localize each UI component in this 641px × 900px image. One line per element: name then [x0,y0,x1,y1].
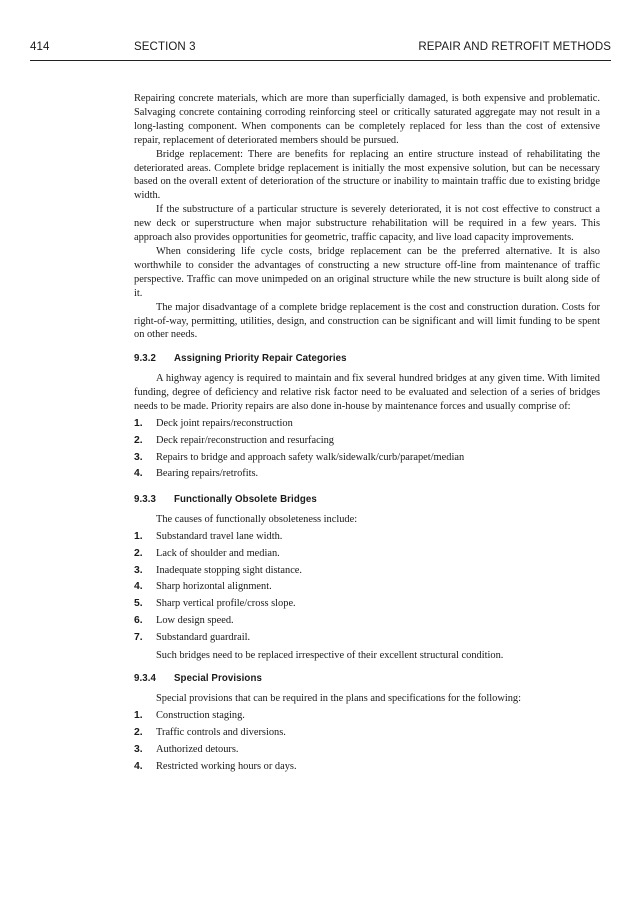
list-text: Authorized detours. [156,743,239,755]
section-heading [134,672,600,686]
list-text: Deck joint repairs/reconstruction [156,417,293,429]
section-intro: Special provisions that can be required in the plans and specifications for the following: [156,693,522,705]
list-text: Substandard guardrail. [156,631,251,643]
list-text: Sharp vertical profile/cross slope. [156,598,296,610]
list-item [134,708,600,725]
list-text: Restricted working hours or days. [156,760,297,772]
list-item [134,529,600,546]
paragraph: The major disadvantage of a complete bridge replacement is the cost and construction duration. Costs for right-of-way, permitting, utilities, design, and construction can be significant and will limit funding to be spent on other needs. [134,301,600,341]
list-text: Repairs to bridge and approach safety walk/sidewalk/curb/parapet/median [156,451,465,463]
numbered-list [134,416,600,483]
paragraph: When considering life cycle costs, bridge replacement can be the preferred alternative. It is also worthwhile to consider the advantages of constructing a new structure off-line from maintenance of traffic perspective. Traffic can move unimpeded on an original structure while the new structure is built along side of it. [134,245,600,299]
section-title: Special Provisions [174,673,262,685]
list-number: 2. [134,727,143,739]
section-title: Functionally Obsolete Bridges [174,494,317,506]
list-number: 1. [134,417,143,429]
list-item [134,725,600,742]
list-item [134,450,600,467]
list-item [134,546,600,563]
list-text: Low design speed. [156,614,234,626]
paragraph: If the substructure of a particular structure is severely deteriorated, it is not cost effective to construct a new deck or superstructure when major substructure rehabilitation will be required in a few years. This approach also provides opportunities for geometric, traffic capacity, and live load capacity improvements. [134,204,600,244]
list-item [134,466,600,483]
section-heading [134,493,600,507]
section-intro: The causes of functionally obsoleteness include: [156,514,358,526]
list-number: 3. [134,451,143,463]
section-label: SECTION 3 [134,41,196,53]
list-number: 1. [134,530,143,542]
section-outro: Such bridges need to be replaced irrespective of their excellent structural condition. [156,649,504,661]
list-number: 4. [134,581,143,593]
list-text: Deck repair/reconstruction and resurfacing [156,434,335,446]
list-number: 7. [134,631,143,643]
running-header [30,38,611,61]
list-text: Substandard travel lane width. [156,530,283,542]
section-title: Assigning Priority Repair Categories [174,353,347,365]
list-number: 2. [134,434,143,446]
list-item [134,759,600,776]
list-text: Traffic controls and diversions. [156,727,286,739]
list-number: 4. [134,468,143,480]
list-number: 3. [134,564,143,576]
numbered-list [134,708,600,775]
list-number: 4. [134,760,143,772]
list-number: 6. [134,614,143,626]
section-intro: A highway agency is required to maintain and fix several hundred bridges at any given time. With limited funding, degree of deficiency and relative risk factor need to be evaluated and selection of a series of bridges needs to be made. Priority repairs are also done in-house by maintenance forces and usually comprise of: [134,373,600,413]
list-item [134,579,600,596]
paragraph: Bridge replacement: There are benefits for replacing an entire structure instead of rehabilitating the deteriorated areas. Complete bridge replacement is initially the most expensive solution, but can be necessary based on the overall extent of deterioration of the structure or inability to maintain traffic due to existing bridge width. [134,148,600,202]
list-text: Sharp horizontal alignment. [156,581,272,593]
list-text: Bearing repairs/retrofits. [156,468,259,480]
list-item [134,563,600,580]
list-text: Inadequate stopping sight distance. [156,564,303,576]
page-body [134,92,600,777]
list-number: 5. [134,598,143,610]
list-number: 2. [134,547,143,559]
list-item [134,742,600,759]
list-item [134,433,600,450]
list-text: Construction staging. [156,710,245,722]
list-item [134,630,600,647]
list-item [134,613,600,630]
list-number: 1. [134,710,143,722]
running-title: REPAIR AND RETROFIT METHODS [418,41,611,53]
list-item [134,416,600,433]
list-number: 3. [134,743,143,755]
section-heading [134,352,600,366]
list-item [134,596,600,613]
section-number: 9.3.4 [134,673,157,685]
section-number: 9.3.3 [134,494,157,506]
page-number: 414 [30,41,50,53]
numbered-list [134,529,600,647]
section-number: 9.3.2 [134,353,157,365]
list-text: Lack of shoulder and median. [156,547,280,559]
paragraph: Repairing concrete materials, which are more than superficially damaged, is both expensive and problematic. Salvaging concrete containing corroding reinforcing steel or critically saturated aggregate may not result in a long-lasting component. When components can be completely replaced for less than the cost of extensive repair, replacement of deteriorated members should be pursued. [134,93,600,146]
